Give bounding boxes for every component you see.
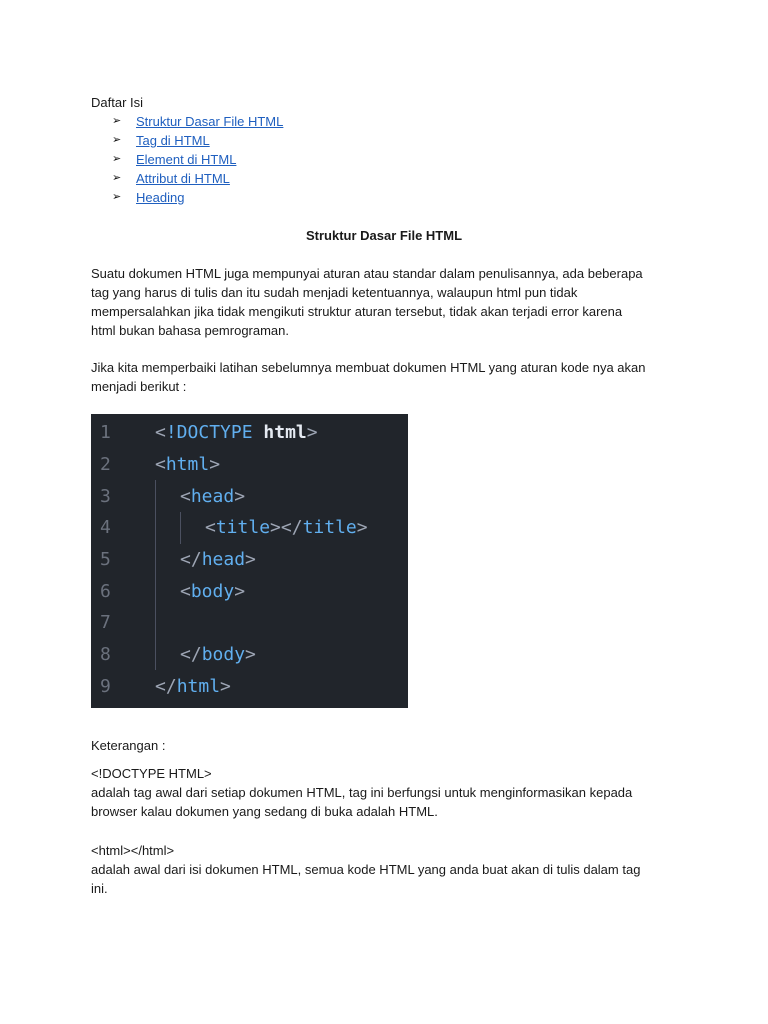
paragraph-line: html bukan bahasa pemrograman. — [91, 323, 290, 338]
code-punctuation: </ — [180, 549, 202, 570]
code-tag-name: body — [190, 581, 235, 602]
code-space — [253, 422, 264, 443]
toc-link-tag[interactable]: Tag di HTML — [136, 133, 210, 148]
code-line — [180, 544, 256, 576]
code-punctuation: > — [245, 549, 256, 570]
toc-item — [112, 169, 283, 188]
code-punctuation: > — [270, 517, 281, 538]
code-tag-name: head — [201, 549, 246, 570]
keterangan-desc-line: adalah tag awal dari setiap dokumen HTML, tag ini berfungsi untuk menginformasikan kepada — [91, 785, 633, 800]
code-punctuation: > — [306, 422, 318, 443]
code-punctuation: < — [155, 422, 166, 443]
line-number: 5 — [100, 549, 111, 570]
table-of-contents — [112, 112, 283, 207]
code-tag-name: html — [165, 454, 210, 475]
keterangan-desc-line: browser kalau dokumen yang sedang di buka adalah HTML. — [91, 804, 438, 819]
code-tag-name: head — [190, 486, 235, 507]
toc-link-heading[interactable]: Heading — [136, 190, 185, 205]
code-punctuation: > — [209, 454, 221, 475]
toc-item — [112, 150, 283, 169]
arrow-bullet-icon: ➢ — [112, 172, 122, 184]
keterangan-term: <!DOCTYPE HTML> — [91, 766, 212, 781]
line-number: 2 — [100, 454, 111, 475]
code-punctuation: < — [205, 517, 216, 538]
toc-link-attribut[interactable]: Attribut di HTML — [136, 171, 230, 186]
code-punctuation: > — [356, 517, 368, 538]
paragraph-line: menjadi berikut : — [91, 379, 187, 394]
line-number: 6 — [100, 581, 111, 602]
code-attribute: html — [263, 422, 307, 443]
arrow-bullet-icon: ➢ — [112, 153, 122, 165]
line-number: 1 — [100, 422, 111, 443]
toc-title: Daftar Isi — [91, 95, 144, 110]
code-line — [155, 671, 231, 703]
code-punctuation: </ — [180, 644, 202, 665]
code-punctuation: > — [220, 676, 231, 697]
intro-paragraph — [91, 264, 691, 340]
paragraph-line: Suatu dokumen HTML juga mempunyai aturan atau standar dalam penulisannya, ada beberapa — [91, 266, 643, 281]
code-punctuation: > — [234, 581, 246, 602]
code-line — [155, 417, 318, 449]
code-punctuation: > — [245, 644, 256, 665]
code-line — [180, 481, 245, 513]
code-punctuation: </ — [155, 676, 177, 697]
paragraph-line: Jika kita memperbaiki latihan sebelumnya membuat dokumen HTML yang aturan kode nya akan — [91, 360, 646, 375]
line-number: 8 — [100, 644, 111, 665]
keterangan-label: Keterangan : — [91, 738, 166, 753]
line-number: 4 — [100, 517, 111, 538]
toc-item — [112, 131, 283, 150]
code-keyword: !DOCTYPE — [165, 422, 253, 443]
code-tag-name: title — [215, 517, 271, 538]
paragraph-line: tag yang harus di tulis dan itu sudah menjadi ketentuannya, walaupun html pun tidak — [91, 285, 578, 300]
line-number: 9 — [100, 676, 111, 697]
arrow-bullet-icon: ➢ — [112, 191, 122, 203]
paragraph-line: mempersalahkan jika tidak mengikuti struktur aturan tersebut, tidak akan terjadi error karena — [91, 304, 623, 319]
code-tag-name: html — [176, 676, 221, 697]
code-line — [205, 512, 368, 544]
code-tag-name: body — [201, 644, 246, 665]
line-number: 7 — [100, 612, 111, 633]
code-punctuation: < — [180, 486, 191, 507]
keterangan-item — [91, 841, 691, 898]
arrow-bullet-icon: ➢ — [112, 115, 122, 127]
arrow-bullet-icon: ➢ — [112, 134, 122, 146]
toc-link-struktur-dasar[interactable]: Struktur Dasar File HTML — [136, 114, 284, 129]
code-tag-name: title — [302, 517, 357, 538]
toc-item — [112, 112, 283, 131]
code-punctuation: </ — [280, 517, 303, 538]
code-screenshot — [91, 414, 408, 708]
example-paragraph — [91, 358, 691, 396]
indent-guide — [180, 512, 181, 544]
keterangan-desc-line: ini. — [91, 881, 108, 896]
code-punctuation: < — [155, 454, 166, 475]
code-line — [155, 449, 220, 481]
code-punctuation: < — [180, 581, 191, 602]
toc-item — [112, 188, 283, 207]
code-line — [180, 576, 245, 608]
keterangan-item — [91, 764, 691, 821]
line-number: 3 — [100, 486, 111, 507]
toc-link-element[interactable]: Element di HTML — [136, 152, 237, 167]
indent-guide — [155, 480, 156, 670]
code-punctuation: > — [234, 486, 246, 507]
keterangan-term: <html></html> — [91, 843, 175, 858]
code-line — [180, 639, 256, 671]
keterangan-desc-line: adalah awal dari isi dokumen HTML, semua kode HTML yang anda buat akan di tulis dalam tag — [91, 862, 641, 877]
section-heading: Struktur Dasar File HTML — [305, 228, 463, 243]
